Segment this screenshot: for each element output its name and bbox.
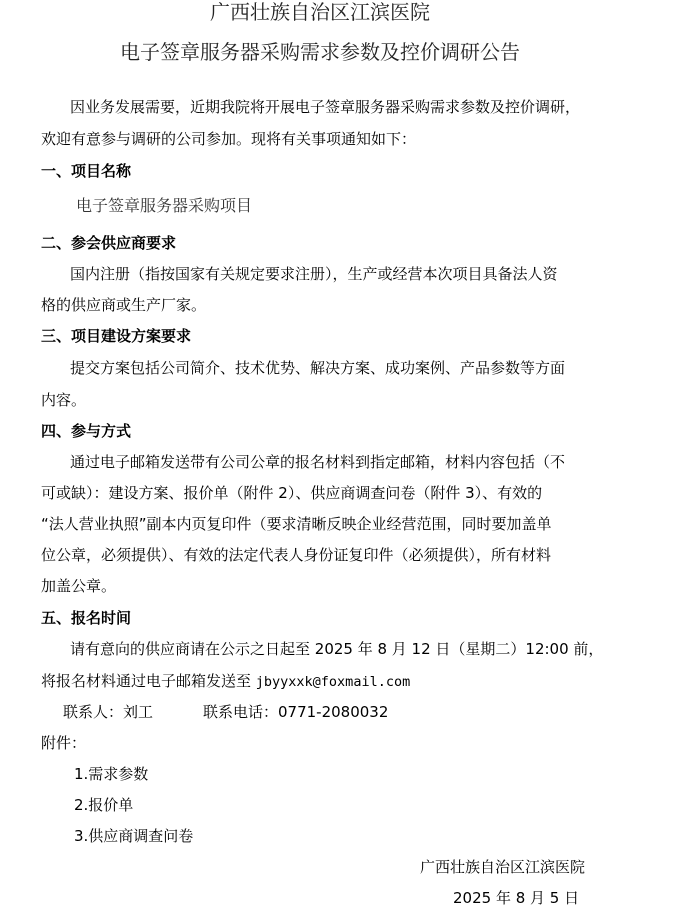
section-5-line-2	[41, 674, 410, 690]
section-5-heading: 五、报名时间	[41, 609, 132, 627]
section-1-heading: 一、项目名称	[41, 162, 132, 180]
section-3-line-2: 内容。	[41, 391, 87, 409]
attachment-item: 3.供应商调查问卷	[74, 827, 194, 845]
email-address: jbyyxxk@foxmail.com	[255, 674, 411, 690]
section-4-line-1: 通过电子邮箱发送带有公司公章的报名材料到指定邮箱，材料内容包括（不	[70, 453, 566, 471]
section-3-heading: 三、项目建设方案要求	[41, 327, 192, 345]
contact-phone: 联系电话：0771-2080032	[203, 703, 389, 721]
attachments-label: 附件：	[41, 734, 87, 752]
section-1-content: 电子签章服务器采购项目	[76, 196, 253, 215]
section-4-line-2: 可或缺）：建设方案、报价单（附件 2）、供应商调查问卷（附件 3）、有效的	[41, 484, 543, 502]
section-4-line-4: 位公章，必须提供）、有效的法定代表人身份证复印件（必须提供），所有材料	[41, 546, 552, 564]
signature-date: 2025 年 8 月 5 日	[453, 889, 580, 907]
section-4-line-5: 加盖公章。	[41, 577, 117, 595]
section-5-line-1: 请有意向的供应商请在公示之日起至 2025 年 8 月 12 日（星期二）12:00 前，	[70, 640, 604, 658]
section-4-line-3: “法人营业执照”副本内页复印件（要求清晰反映企业经营范围，同时要加盖单	[41, 515, 552, 533]
signature-org: 广西壮族自治区江滨医院	[420, 858, 586, 876]
section-3-line-1: 提交方案包括公司简介、技术优势、解决方案、成功案例、产品参数等方面	[70, 359, 566, 377]
email-prefix: 将报名材料通过电子邮箱发送至	[41, 672, 256, 690]
contact-person: 联系人：刘工	[63, 703, 154, 721]
section-4-heading: 四、参与方式	[41, 422, 132, 440]
section-2-line-1: 国内注册（指按国家有关规定要求注册），生产或经营本次项目具备法人资	[70, 265, 558, 283]
attachment-item: 2.报价单	[74, 796, 134, 814]
page-title: 电子签章服务器采购需求参数及控价调研公告	[120, 40, 520, 64]
intro-line-1: 因业务发展需要，近期我院将开展电子签章服务器采购需求参数及控价调研，	[70, 98, 581, 116]
intro-line-2: 欢迎有意参与调研的公司参加。现将有关事项通知如下：	[41, 130, 417, 148]
section-2-heading: 二、参会供应商要求	[41, 234, 177, 252]
page-title-org: 广西壮族自治区江滨医院	[210, 0, 430, 24]
attachment-item: 1.需求参数	[74, 765, 149, 783]
section-2-line-2: 格的供应商或生产厂家。	[41, 296, 207, 314]
